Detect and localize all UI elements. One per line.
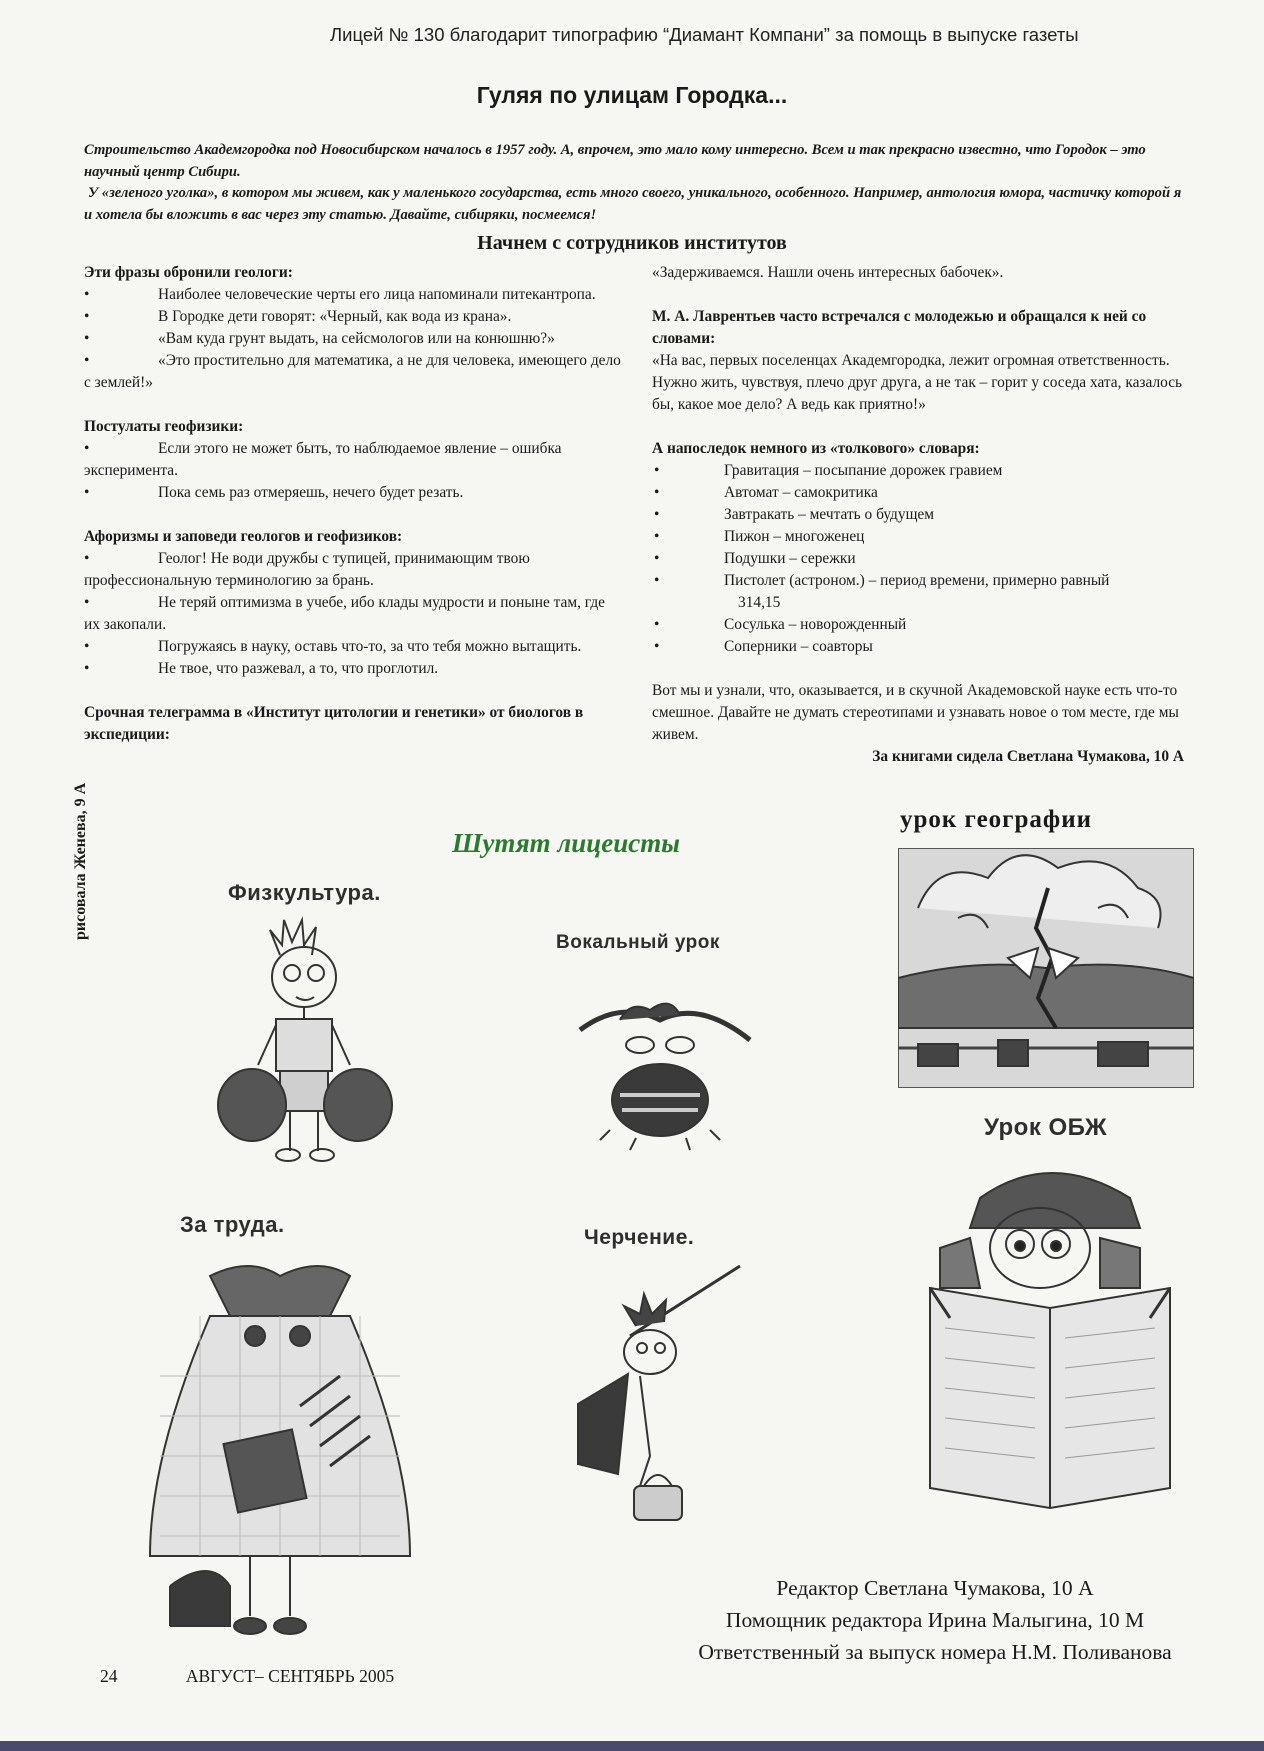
cartoon-vocal-lesson (560, 990, 760, 1170)
list-item: • Подушки – сережки (652, 548, 1192, 570)
list-item: • Погружаясь в науку, оставь что-то, за что тебя можно вытащить. (84, 636, 624, 658)
list-item: • Соперники – соавторы (652, 636, 1192, 658)
lavrentiev-block (652, 306, 1192, 416)
conclusion: Вот мы и узнали, что, оказывается, и в скучной Академовской науке есть что-то смешное. Давайте не думать стереотипами и узнавать новое о том месте, где мы живем. (652, 682, 1179, 743)
section-heading: Начнем с сотрудников институтов (477, 232, 787, 254)
geologists-block (84, 262, 624, 394)
list-item: • Автомат – самокритика (652, 482, 1192, 504)
intro-paragraph: Строительство Академгородка под Новосибирском началось в 1957 году. А, впрочем, это мало кому интересно. Всем и так прекрасно известно, что Городок – это научный центр Сибири. (84, 142, 1146, 180)
block-title: А напоследок немного из «толкового» словаря: (652, 440, 980, 457)
left-column (84, 262, 624, 746)
cartoon-labor-lesson (140, 1256, 420, 1656)
dictionary-entry-text: Пистолет (астроном.) – период времени, примерно равный (724, 572, 1110, 589)
author-signature: За книгами сидела Светлана Чумакова, 10 А (872, 748, 1184, 765)
block-title: Постулаты геофизики: (84, 418, 244, 435)
block-title: Эти фразы обронили геологи: (84, 264, 293, 281)
editor-line: Редактор Светлана Чумакова, 10 А (776, 1576, 1094, 1600)
list-item: • Пижон – многоженец (652, 526, 1192, 548)
telegram-text: «Задерживаемся. Нашли очень интересных бабочек». (652, 264, 1004, 281)
bottom-edge-line (0, 1741, 1264, 1751)
page-number: 24 (100, 1666, 118, 1686)
aphorisms-block (84, 526, 624, 680)
editor-line: Ответственный за выпуск номера Н.М. Поливанова (698, 1640, 1172, 1664)
list-item: • Не теряй оптимизма в учебе, ибо клады мудрости и поныне там, где их закопали. (84, 592, 624, 636)
jokes-title: Шутят лицеисты (452, 828, 680, 858)
geography-cartoon (898, 848, 1194, 1088)
list-item: • Не твое, что разжевал, а то, что проглотил. (84, 658, 624, 680)
list-item: • Сосулька – новорожденный (652, 614, 1192, 636)
page-footer (100, 1666, 394, 1687)
postulates-block (84, 416, 624, 504)
cartoon-drawing-lesson (540, 1256, 770, 1546)
cartoon-physical-education (200, 915, 410, 1185)
list-item: • «Это простительно для математика, а не для человека, имеющего дело с землей!» (84, 350, 624, 394)
cartoon-label: Черчение. (584, 1226, 695, 1249)
list-item: • Завтракать – мечтать о будущем (652, 504, 1192, 526)
list-item: • Пока семь раз отмеряешь, нечего будет резать. (84, 482, 624, 504)
dictionary-block (652, 438, 1192, 658)
block-title: Афоризмы и заповеди геологов и геофизиков: (84, 528, 403, 545)
dictionary-entry-value: 314,15 (738, 594, 781, 611)
cartoon-label: Урок ОБЖ (984, 1114, 1108, 1141)
editor-line: Помощник редактора Ирина Малыгина, 10 М (725, 1608, 1145, 1632)
list-item: • Наиболее человеческие черты его лица напоминали питекантропа. (84, 284, 624, 306)
telegram-title: Срочная телеграмма в «Институт цитологии и генетики» от биологов в экспедиции: (84, 704, 584, 743)
geography-title: урок географии (900, 806, 1093, 833)
cartoon-label: Физкультура. (228, 880, 381, 905)
cartoon-obzh-lesson (910, 1158, 1200, 1518)
list-item: • Если этого не может быть, то наблюдаемое явление – ошибка эксперимента. (84, 438, 624, 482)
header-note: Лицей № 130 благодарит типографию “Диамант Компани” за помощь в выпуске газеты (330, 24, 1079, 45)
list-item: • Гравитация – посыпание дорожек гравием (652, 460, 1192, 482)
intro-paragraph: У «зеленого уголка», в котором мы живем, как у маленького государства, есть много своего, уникального, особенного. Например, антология юмора, частичку которой я и хотела бы вложить в вас через эту статью. Давайте, сибиряки, посмеемся! (84, 185, 1182, 223)
list-item: • «Вам куда грунт выдать, на сейсмологов или на конюшню?» (84, 328, 624, 350)
list-item: • Геолог! Не води дружбы с тупицей, принимающим твою профессиональную терминологию за брань. (84, 548, 624, 592)
editorial-credits (640, 1572, 1230, 1668)
right-column (652, 262, 1192, 768)
block-title: М. А. Лаврентьев часто встречался с молодежью и обращался к ней со словами: (652, 308, 1147, 347)
cartoon-label: Вокальный урок (556, 932, 720, 953)
lavrentiev-quote: «На вас, первых поселенцах Академгородка, лежит огромная ответственность. Нужно жить, чувствуя, плечо друг друга, а не так – горит у соседа хата, казалось бы, какое мое дело? А ведь как приятно!» (652, 352, 1183, 413)
drawing-credit: рисовала Женева, 9 А (72, 782, 89, 940)
list-item (652, 570, 1192, 614)
article-intro (84, 140, 1184, 226)
issue-date: АВГУСТ– СЕНТЯБРЬ 2005 (185, 1666, 395, 1686)
list-item: • В Городке дети говорят: «Черный, как вода из крана». (84, 306, 624, 328)
cartoon-label: За труда. (180, 1212, 285, 1237)
article-title: Гуляя по улицам Городка... (476, 82, 788, 108)
